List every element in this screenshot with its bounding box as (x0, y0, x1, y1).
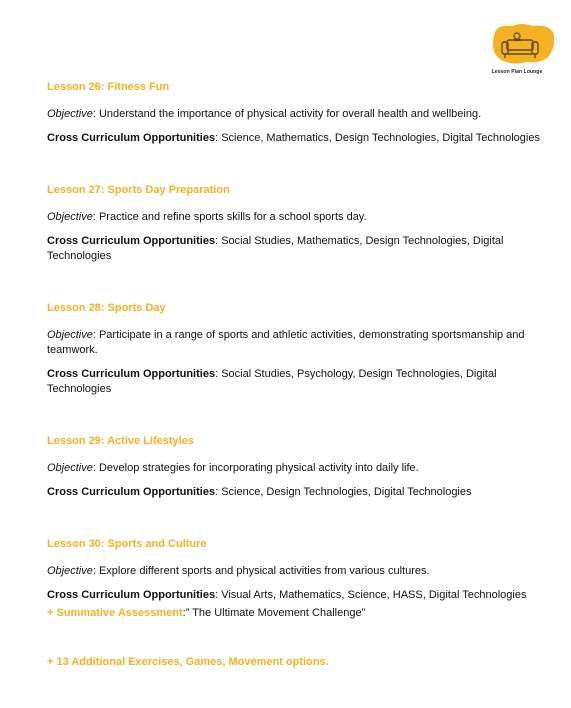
objective-text: : Explore different sports and physical activities from various cultures. (92, 565, 430, 577)
objective-text: : Practice and refine sports skills for a school sports day. (92, 211, 367, 223)
objective-line (47, 564, 562, 579)
ccc-line (47, 485, 562, 500)
ccc-text: : Science, Design Technologies, Digital Technologies (215, 486, 472, 498)
objective-line (47, 107, 562, 122)
objective-text: : Understand the importance of physical activity for overall health and wellbeing. (92, 108, 482, 120)
objective-line (47, 461, 562, 476)
lesson-title: Lesson 28: Sports Day (47, 302, 166, 314)
lesson-title: Lesson 30: Sports and Culture (47, 538, 207, 550)
ccc-label: Cross Curriculum Opportunities (47, 235, 216, 247)
ccc-label: Cross Curriculum Opportunities (47, 368, 216, 380)
lesson-30 (47, 537, 562, 603)
objective-label: Objective (47, 108, 93, 120)
logo-text: Lesson Plan Lounge (491, 69, 543, 75)
summative-assessment-line (47, 606, 365, 621)
ccc-label: Cross Curriculum Opportunities (47, 132, 216, 144)
objective-text: : Develop strategies for incorporating physical activity into daily life. (92, 462, 419, 474)
lesson-29 (47, 434, 562, 500)
ccc-label: Cross Curriculum Opportunities (47, 589, 216, 601)
ccc-text: : Visual Arts, Mathematics, Science, HASS, Digital Technologies (215, 589, 527, 601)
ccc-label: Cross Curriculum Opportunities (47, 486, 216, 498)
sofa-icon (487, 22, 557, 70)
lesson-list (47, 80, 562, 640)
objective-label: Objective (47, 565, 93, 577)
lesson-plan-lounge-logo (487, 22, 557, 78)
lesson-28 (47, 301, 562, 397)
objective-label: Objective (47, 329, 93, 341)
objective-text: : Participate in a range of sports and athletic activities, demonstrating sportsmanship and teamwork. (47, 329, 525, 356)
summative-assessment-text: :” The Ultimate Movement Challenge” (182, 607, 366, 619)
lesson-title: Lesson 27: Sports Day Preparation (47, 184, 230, 196)
lesson-26 (47, 80, 562, 146)
ccc-text: : Social Studies, Psychology, Design Technologies, Digital Technologies (47, 368, 497, 395)
objective-line (47, 210, 562, 225)
objective-label: Objective (47, 211, 93, 223)
ccc-text: : Science, Mathematics, Design Technologies, Digital Technologies (215, 132, 540, 144)
additional-exercises-line: + 13 Additional Exercises, Games, Movement options. (47, 656, 329, 668)
ccc-line (47, 234, 562, 264)
ccc-text: : Social Studies, Mathematics, Design Technologies, Digital Technologies (47, 235, 504, 262)
summative-assessment-label: + Summative Assessment (47, 607, 183, 619)
lesson-title: Lesson 26: Fitness Fun (47, 81, 170, 93)
lesson-27 (47, 183, 562, 264)
objective-line (47, 328, 562, 358)
ccc-line (47, 131, 562, 146)
objective-label: Objective (47, 462, 93, 474)
lesson-title: Lesson 29: Active Lifestyles (47, 435, 194, 447)
ccc-line (47, 588, 562, 603)
ccc-line (47, 367, 562, 397)
